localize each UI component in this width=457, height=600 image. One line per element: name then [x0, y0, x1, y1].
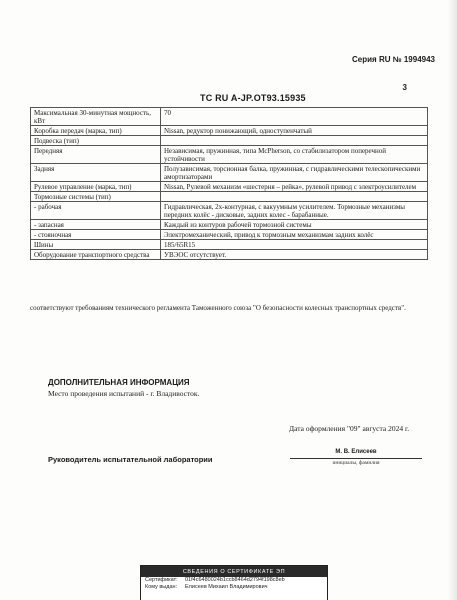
- spec-value: 70: [161, 108, 428, 126]
- spec-value: Nissan, Рулевой механизм «шестерня – рейка», рулевой привод с электроусилителем: [161, 182, 428, 192]
- document-id: ТС RU A-JP.OT93.15935: [200, 93, 306, 103]
- stamp-label: Кому выдан:: [145, 584, 178, 590]
- stamp-row: [141, 577, 327, 584]
- table-row: [31, 108, 428, 126]
- stamp-row: [141, 584, 327, 591]
- additional-info-heading: ДОПОЛНИТЕЛЬНАЯ ИНФОРМАЦИЯ: [48, 378, 190, 387]
- spec-key: Подвеска (тип): [31, 136, 161, 146]
- table-row: [31, 230, 428, 240]
- series-number: Серия RU № 1994943: [352, 55, 435, 64]
- stamp-title: СВЕДЕНИЯ О СЕРТИФИКАТЕ ЭП: [141, 566, 327, 577]
- e-signature-stamp: [140, 565, 328, 600]
- spec-value: [161, 136, 428, 146]
- spec-key: - рабочая: [31, 202, 161, 220]
- signature-caption: инициалы, фамилия: [332, 460, 380, 466]
- signer-role: Руководитель испытательной лаборатории: [48, 455, 213, 464]
- table-row: [31, 146, 428, 164]
- signature-line: [290, 458, 422, 459]
- issue-date: Дата оформления "09" августа 2024 г.: [289, 424, 410, 433]
- spec-value: Независимая, пружинная, типа McPherson, со стабилизатором поперечной устойчивости: [161, 146, 428, 164]
- page-edge-shadow: [447, 0, 457, 600]
- spec-key: Оборудование транспортного средства: [31, 250, 161, 260]
- table-row: [31, 202, 428, 220]
- spec-key: - запасная: [31, 220, 161, 230]
- page-number: 3: [402, 83, 407, 92]
- table-row: [31, 220, 428, 230]
- stamp-value: 01f4c6480024b1ccb8464d2794f198c8eb: [185, 577, 285, 583]
- spec-key: Шины: [31, 240, 161, 250]
- table-row: [31, 164, 428, 182]
- table-row: [31, 240, 428, 250]
- specs-table: [30, 107, 428, 260]
- spec-value: Каждый из контуров рабочей тормозной системы: [161, 220, 428, 230]
- table-row: [31, 182, 428, 192]
- spec-key: - стояночная: [31, 230, 161, 240]
- signer-name: М. В. Елисеев: [335, 449, 377, 455]
- test-place: Место проведения испытаний - г. Владивосток.: [48, 389, 200, 398]
- spec-key: Передняя: [31, 146, 161, 164]
- table-row: [31, 136, 428, 146]
- stamp-value: Елисеев Михаил Владимирович: [185, 584, 268, 590]
- table-row: [31, 250, 428, 260]
- spec-value: [161, 192, 428, 202]
- spec-value: 185/65R15: [161, 240, 428, 250]
- spec-key: Задняя: [31, 164, 161, 182]
- spec-key: Максимальная 30-минутная мощность, кВт: [31, 108, 161, 126]
- spec-key: Тормозные системы (тип): [31, 192, 161, 202]
- spec-value: Nissan, редуктор понижающий, одноступенчатый: [161, 126, 428, 136]
- stamp-label: Сертификат:: [145, 577, 178, 583]
- spec-value: Электромеханический, привод к тормозным механизмам задних колёс: [161, 230, 428, 240]
- spec-key: Коробка передач (марка, тип): [31, 126, 161, 136]
- table-row: [31, 126, 428, 136]
- spec-value: УВЭОС отсутствует.: [161, 250, 428, 260]
- compliance-note: соответствуют требованиям технического регламента Таможенного союза "О безопасности колесных транспортных средств".: [30, 304, 406, 312]
- spec-value: Гидравлическая, 2х-контурная, с вакуумным усилителем. Тормозные механизмы передних колёс - дисковые, задних колес - барабанные.: [161, 202, 428, 220]
- table-row: [31, 192, 428, 202]
- spec-key: Рулевое управление (марка, тип): [31, 182, 161, 192]
- spec-value: Полузависимая, торсионная балка, пружинная, с гидравлическими телескопическими амортизаторами: [161, 164, 428, 182]
